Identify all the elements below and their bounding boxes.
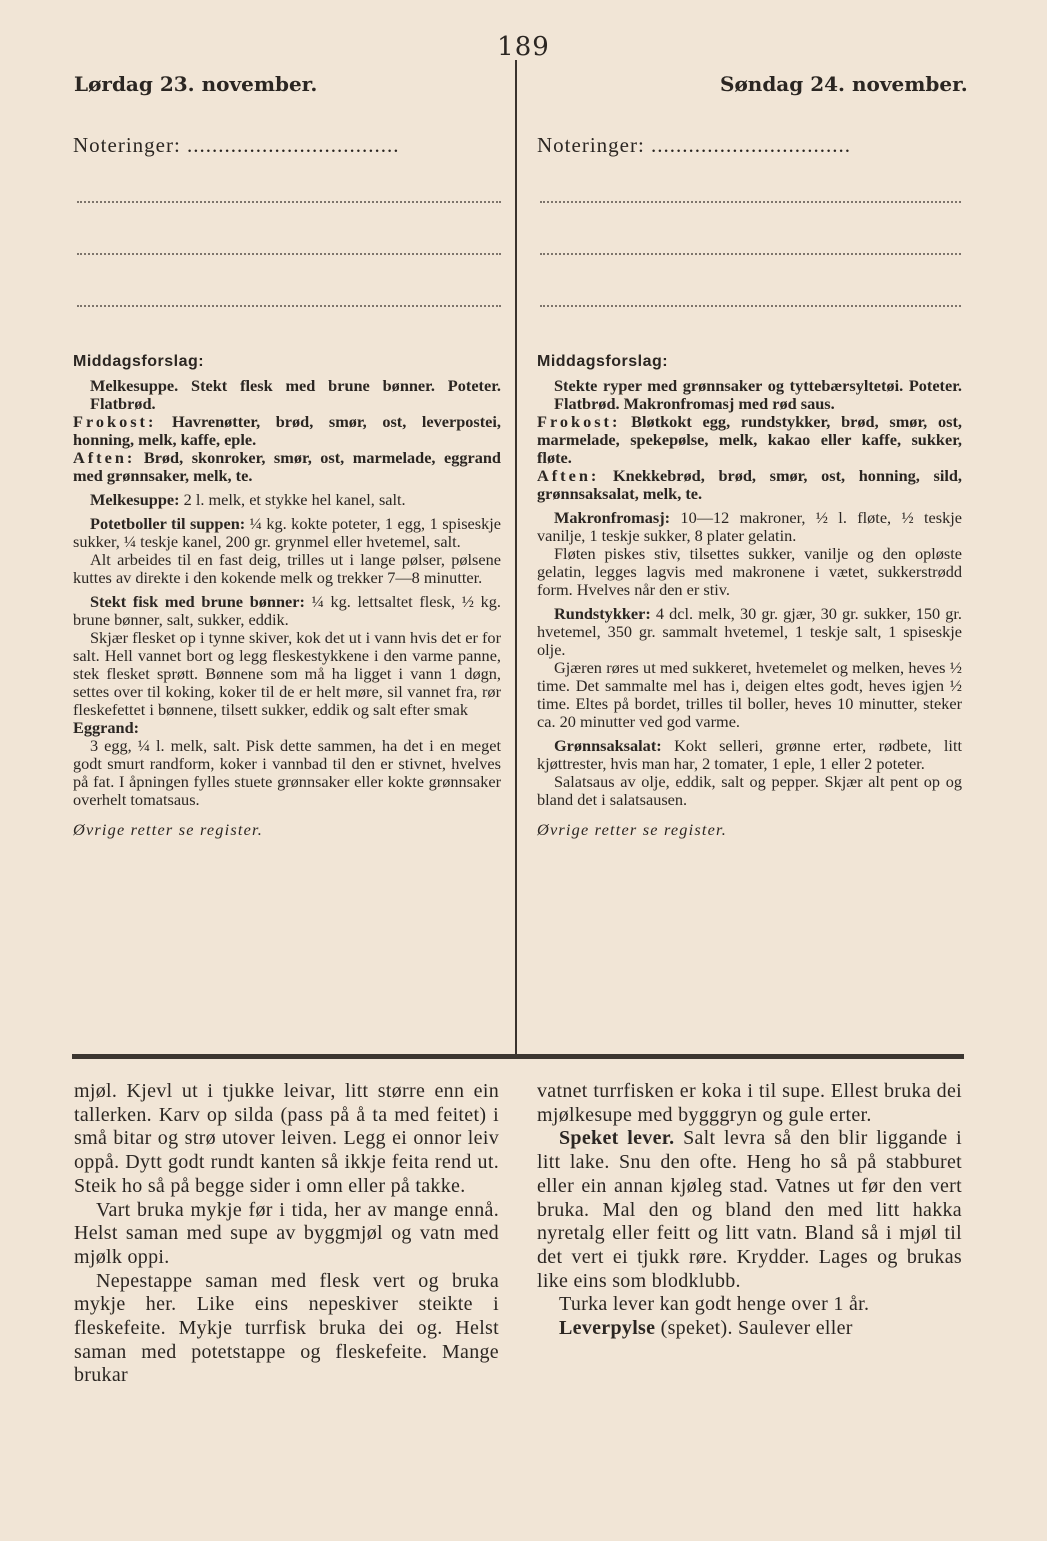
right-notes-label: Noteringer: ................................ xyxy=(537,133,852,157)
left-menu-column xyxy=(73,353,501,839)
left-recipe-eggrand-title: Eggrand: xyxy=(73,718,140,737)
right-ovrige-retter: Øvrige retter se register. xyxy=(537,820,728,839)
bottom-left-paragraph-2: Vart bruka mykje før i tida, her av mange ennå. Helst saman med supe av byggmjøl og vatn med mjølk oppi. xyxy=(74,1198,499,1268)
right-notes-line-1 xyxy=(540,201,961,203)
bottom-right-paragraph-1: vatnet turrfisken er koka i til supe. Ellest bruka dei mjølkesupe med bygggryn og gule erter. xyxy=(537,1080,962,1126)
column-divider xyxy=(515,60,517,1056)
right-recipe-makronfromasj: Makronfromasj: 10—12 makroner, ½ l. fløte, ½ teskje vanilje, 1 teskje sukker, 8 plater gelatin. xyxy=(537,508,962,545)
left-notes-line-2 xyxy=(77,253,501,255)
right-aften: Aften: Knekkebrød, brød, smør, ost, honning, sild, grønnsaksalat, melk, te. xyxy=(537,466,962,503)
bottom-left-text xyxy=(74,1080,499,1388)
bottom-right-leverpylse: Leverpylse (speket). Saulever eller xyxy=(559,1317,853,1340)
right-recipe-gronnsaksalat: Grønnsaksalat: Kokt selleri, grønne erter, rødbete, litt kjøttrester, hvis man har, 2 tomater, 1 eple, 1 eller 2 poteter. xyxy=(537,736,962,773)
right-notes-line-2 xyxy=(540,253,961,255)
right-menu-heading: Middagsforslag: xyxy=(537,353,669,370)
right-recipe-rundstykker: Rundstykker: 4 dcl. melk, 30 gr. gjær, 30 gr. sukker, 150 gr. hvetemel, 350 gr. sammalt hvetemel, 1 teskje salt, 1 spiseskje olje. xyxy=(537,604,962,659)
right-frokost: Frokost: Bløtkokt egg, rundstykker, brød, smør, ost, marmelade, spekepølse, melk, kakao eller kaffe, sukker, fløte. xyxy=(537,412,962,467)
right-day-title: Søndag 24. november. xyxy=(720,72,968,96)
left-dinner: Melkesuppe. Stekt flesk med brune bønner. Poteter. Flatbrød. xyxy=(90,376,501,413)
left-menu-heading: Middagsforslag: xyxy=(73,353,205,370)
right-dinner: Stekte ryper med grønnsaker og tyttebærsyltetøi. Poteter. Flatbrød. Makronfromasj med rød saus. xyxy=(554,376,962,413)
right-recipe-makronfromasj-method: Fløten piskes stiv, tilsettes sukker, vanilje og den opløste gelatin, legges lagvis med makronene i vætet, sukkerstrødd form. Hvelves når den er stiv. xyxy=(537,544,962,599)
left-frokost: Frokost: Havrenøtter, brød, smør, ost, leverpostei, honning, melk, kaffe, eple. xyxy=(73,412,501,449)
left-ovrige-retter: Øvrige retter se register. xyxy=(73,820,264,839)
left-recipe-melkesuppe: Melkesuppe: 2 l. melk, et stykke hel kanel, salt. xyxy=(90,490,406,509)
bottom-right-speket-lever: Speket lever. Salt levra så den blir liggande i litt lake. Snu den ofte. Heng ho så på stabburet eller ein annan kjøleg stad. Vatnes ut før den vert bruka. Mal den og bland den med litt hakka nyretalg eller feitt og litt vatn. Bland så i mjøl til det vert ei tjukk røre. Krydder. Lages og brukas like eins som blodklubb. xyxy=(537,1127,962,1292)
bottom-right-text xyxy=(537,1080,962,1341)
page-number: 189 xyxy=(497,32,550,62)
right-menu-column xyxy=(537,353,962,839)
bottom-left-paragraph-1: mjøl. Kjevl ut i tjukke leivar, litt større enn ein tallerken. Karv op silda (pass på å ta med feitet) i små bitar og strø utover leiven. Legg ei onnor leiv oppå. Dytt godt rundt kanten så ikkje feita rend ut. Steik ho så på begge sider i omn eller på takke. xyxy=(74,1080,499,1197)
horizontal-divider xyxy=(72,1054,964,1059)
left-notes-line-1 xyxy=(77,201,501,203)
left-notes-label: Noteringer: .................................. xyxy=(73,133,400,157)
left-recipe-stekt-fisk: Stekt fisk med brune bønner: ¼ kg. lettsaltet flesk, ½ kg. brune bønner, salt, sukker, eddik. xyxy=(73,592,501,629)
left-notes-line-3 xyxy=(77,305,501,307)
left-day-title: Lørdag 23. november. xyxy=(74,72,318,96)
left-recipe-stekt-fisk-method: Skjær flesket op i tynne skiver, kok det ut i vann hvis det er for salt. Hell vannet bort og legg fleskestykkene i den varme panne, stek flesket sprøtt. Bønnene som må ha ligget i vann 1 døgn, settes over til koking, koker til de er helt møre, sil vannet fra, rør fleskefettet i bønnene, tilsett sukker, eddik og salt efter smak xyxy=(73,628,501,719)
left-recipe-eggrand: 3 egg, ¼ l. melk, salt. Pisk dette sammen, ha det i en meget godt smurt randform, koker i vannbad til den er stivnet, hvelves på fat. I åpningen fylles stuete grønnsaker eller kokte grønnsaker overhelt tomatsaus. xyxy=(73,736,501,809)
bottom-right-paragraph-3: Turka lever kan godt henge over 1 år. xyxy=(559,1293,870,1316)
right-notes-line-3 xyxy=(540,305,961,307)
left-aften: Aften: Brød, skonroker, smør, ost, marmelade, eggrand med grønnsaker, melk, te. xyxy=(73,448,501,485)
right-recipe-rundstykker-method: Gjæren røres ut med sukkeret, hvetemelet og melken, heves ½ time. Det sammalte mel has i, deigen eltes godt, heves igjen ½ time. Eltes på bordet, trilles til boller, heves 10 minutter, steker ca. 20 minutter ved god varme. xyxy=(537,658,962,731)
bottom-left-paragraph-3: Nepestappe saman med flesk vert og bruka mykje her. Like eins nepeskiver steikte i fleskefeite. Mykje turrfisk bruka dei og. Helst saman med potetstappe og fleskefeite. Mange brukar xyxy=(74,1269,499,1387)
right-recipe-gronnsaksalat-method: Salatsaus av olje, eddik, salt og pepper. Skjær alt pent op og bland det i salatsausen. xyxy=(537,772,962,809)
left-recipe-potetboller-method: Alt arbeides til en fast deig, trilles ut i lange pølser, pølsene kuttes av direkte i den kokende melk og trekker 7—8 minutter. xyxy=(73,550,501,587)
left-recipe-potetboller: Potetboller til suppen: ¼ kg. kokte poteter, 1 egg, 1 spiseskje sukker, ¼ teskje kanel, 200 gr. grynmel eller hvetemel, salt. xyxy=(73,514,502,551)
